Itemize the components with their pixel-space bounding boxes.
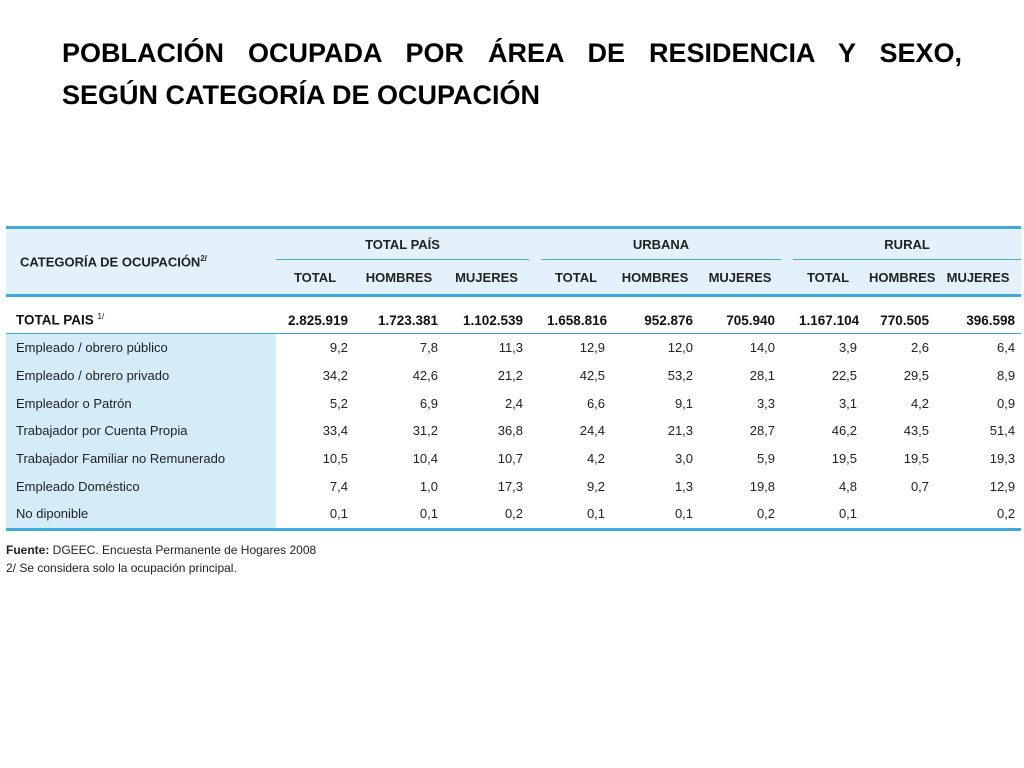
table-cell: 22,5	[831, 368, 858, 384]
table-cell: 7,4	[329, 478, 348, 494]
table-row	[6, 472, 1021, 500]
table-cell: 9,2	[586, 478, 606, 494]
table-notes	[6, 541, 316, 577]
table-cell: 43,5	[903, 423, 930, 439]
table-cell: 19,3	[989, 451, 1016, 467]
table-cell: 1.102.539	[444, 307, 529, 334]
table-cell: 1.167.104	[793, 307, 863, 334]
total-row-label: TOTAL PAIS $^{1/}$	[6, 307, 276, 334]
table-cell: 2.825.919	[276, 307, 354, 334]
subheader-total: TOTAL	[793, 260, 863, 296]
table-group-header-row	[6, 228, 1021, 260]
table-cell: 51,4	[989, 423, 1016, 439]
occupation-table	[6, 226, 1021, 531]
table-row	[6, 500, 1021, 529]
table-cell: 0,2	[935, 500, 1021, 529]
table-cell: 0,9	[996, 395, 1016, 411]
table-cell: 53,2	[667, 368, 694, 384]
table-cell: 952.876	[611, 307, 699, 334]
table-cell: 0,1	[541, 500, 611, 529]
table-cell: 9,2	[329, 340, 348, 356]
table-row	[6, 417, 1021, 445]
subheader-hombres: HOMBRES	[863, 260, 935, 296]
total-row	[6, 307, 1021, 334]
category-header-note: 2/	[200, 253, 207, 263]
row-label: Trabajador Familiar no Remunerado	[6, 445, 276, 473]
subheader-mujeres: MUJERES	[444, 260, 529, 296]
subheader-hombres: HOMBRES	[611, 260, 699, 296]
table-cell: 6,9	[419, 395, 438, 411]
table-cell: 0,1	[276, 500, 354, 529]
table-cell: 12,0	[667, 340, 694, 356]
group-header-urbana: URBANA	[541, 228, 781, 260]
table-row	[6, 445, 1021, 473]
table-cell: 3,0	[674, 451, 694, 467]
table-cell: 4,2	[586, 451, 606, 467]
table-cell: 24,4	[579, 423, 606, 439]
table-cell: 8,9	[996, 368, 1016, 384]
subheader-total: TOTAL	[276, 260, 354, 296]
table-cell: 21,2	[497, 368, 524, 384]
table-cell: 0,1	[611, 500, 699, 529]
table-cell: 3,9	[838, 340, 858, 356]
table-cell: 12,9	[579, 340, 606, 356]
table-cell: 4,2	[910, 395, 930, 411]
subheader-mujeres: MUJERES	[699, 260, 781, 296]
table-cell: 42,6	[412, 368, 438, 384]
table-cell: 7,8	[419, 340, 438, 356]
row-label: Trabajador por Cuenta Propia	[6, 417, 276, 445]
group-header-total-pais: TOTAL PAÍS	[276, 228, 529, 260]
table-cell: 33,4	[322, 423, 348, 439]
table-cell: 0,2	[444, 500, 529, 529]
table-body	[6, 296, 1021, 530]
table-cell: 1,0	[419, 478, 438, 494]
row-label: Empleador o Patrón	[6, 389, 276, 417]
table-cell: 705.940	[699, 307, 781, 334]
table-cell: 34,2	[322, 368, 348, 384]
table-cell: 0,1	[793, 500, 863, 529]
table-cell: 21,3	[667, 423, 694, 439]
table-cell: 36,8	[497, 423, 524, 439]
row-label: No diponible	[6, 500, 276, 529]
title-line-1: POBLACIÓN OCUPADA POR ÁREA DE RESIDENCIA Y SEXO,	[62, 38, 962, 68]
table-cell: 6,6	[586, 395, 606, 411]
table-cell: 5,9	[756, 451, 776, 467]
table-cell: 10,5	[322, 451, 348, 467]
table-cell: 46,2	[831, 423, 858, 439]
subheader-mujeres: MUJERES	[935, 260, 1021, 296]
table-cell: 0,1	[354, 500, 444, 529]
table-cell: 1,3	[674, 478, 694, 494]
table-cell: 2,6	[910, 340, 930, 356]
table-cell	[863, 500, 935, 529]
occupation-table-container	[6, 226, 1021, 531]
table-cell: 0,2	[699, 500, 781, 529]
footnote: 2/ Se considera solo la ocupación principal.	[6, 561, 237, 575]
table-cell: 11,3	[498, 340, 524, 356]
table-cell: 31,2	[412, 423, 438, 439]
table-cell: 14,0	[749, 340, 776, 356]
table-cell: 28,1	[749, 368, 776, 384]
table-row	[6, 389, 1021, 417]
table-row	[6, 362, 1021, 390]
table-cell: 28,7	[749, 423, 776, 439]
table-cell: 12,9	[989, 478, 1016, 494]
table-cell: 770.505	[863, 307, 935, 334]
row-label: Empleado Doméstico	[6, 472, 276, 500]
table-cell: 17,3	[497, 478, 524, 494]
category-column-header: CATEGORÍA DE $OCUPACIÓN^{2/}$	[6, 228, 276, 296]
table-cell: 19,5	[903, 451, 930, 467]
table-cell: 29,5	[903, 368, 930, 384]
subheader-total: TOTAL	[541, 260, 611, 296]
table-cell: 5,2	[329, 395, 348, 411]
table-cell: 396.598	[935, 307, 1021, 334]
table-cell: 4,8	[838, 478, 858, 494]
title-line-2: SEGÚN CATEGORÍA DE OCUPACIÓN	[62, 80, 541, 110]
table-cell: 9,1	[674, 395, 694, 411]
table-cell: 3,3	[756, 395, 776, 411]
row-label: Empleado / obrero público	[6, 334, 276, 362]
table-cell: 1.723.381	[354, 307, 444, 334]
source-note: Fuente: DGEEC. Encuesta Permanente de Hogares 2008	[6, 543, 317, 557]
table-row	[6, 334, 1021, 362]
row-label: Empleado / obrero privado	[6, 362, 276, 390]
total-row-note: 1/	[97, 312, 105, 322]
table-cell: 19,8	[749, 478, 776, 494]
table-cell: 10,7	[497, 451, 524, 467]
table-cell: 19,5	[831, 451, 858, 467]
table-cell: 3,1	[838, 395, 858, 411]
table-cell: 42,5	[579, 368, 606, 384]
group-header-rural: RURAL	[793, 228, 1021, 260]
table-cell: 2,4	[504, 395, 524, 411]
subheader-hombres: HOMBRES	[354, 260, 444, 296]
table-cell: 6,4	[996, 340, 1016, 356]
table-cell: 10,4	[412, 451, 438, 467]
table-cell: 1.658.816	[541, 307, 611, 334]
slide-title	[62, 32, 962, 116]
table-cell: 0,7	[910, 478, 930, 494]
